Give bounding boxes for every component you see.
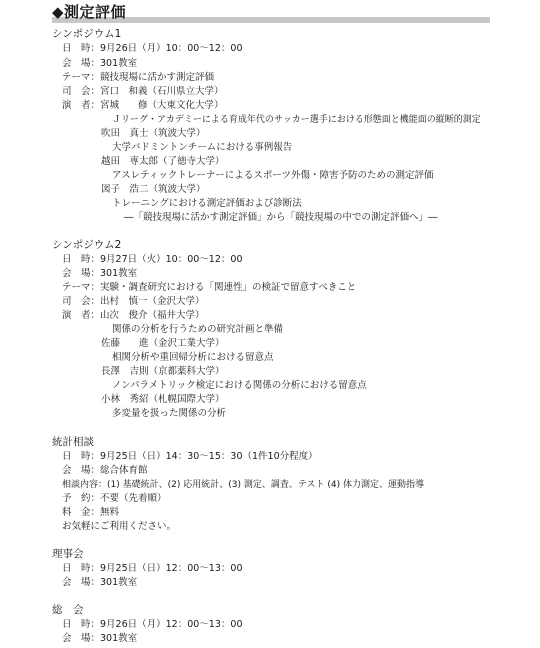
board-meeting-date: 日 時：9月25日（日）12：00〜13：00: [62, 563, 243, 574]
section-heading-symposium-1: シンポジウム1: [52, 28, 122, 40]
symposium-2-date: 日 時：9月27日（火）10：00〜12：00: [62, 254, 243, 265]
symposium-1-venue: 会 場：301教室: [62, 58, 138, 69]
page-title: ◆測定評価: [52, 3, 127, 21]
section-heading-symposium-2: シンポジウム2: [52, 239, 122, 251]
symposium-2-talk-title: ノンパラメトリック検定における関係の分析における留意点: [112, 380, 367, 391]
symposium-1-talk-title: 大学バドミントンチームにおける事例報告: [112, 142, 293, 153]
symposium-1-speaker: 越田 専太郎（了徳寺大学）: [101, 156, 225, 167]
symposium-1-talk-subtitle: ―「競技現場に活かす測定評価」から「競技現場の中での測定評価へ」―: [124, 212, 438, 223]
consultation-date: 日 時：9月25日（日）14：30〜15：30（1件10分程度）: [62, 451, 318, 462]
symposium-1-talk-title: トレーニングにおける測定評価および診断法: [112, 198, 302, 209]
board-meeting-venue: 会 場：301教室: [62, 577, 138, 588]
symposium-2-speaker: 佐藤 進（金沢工業大学）: [101, 338, 225, 349]
symposium-2-venue: 会 場：301教室: [62, 268, 138, 279]
symposium-1-chair: 司 会：宮口 和義（石川県立大学）: [62, 86, 224, 97]
symposium-2-theme: テーマ：実験・調査研究における「関連性」の検証で留意すべきこと: [62, 282, 357, 293]
symposium-2-speaker: 長澤 吉則（京都薬科大学）: [101, 366, 225, 377]
symposium-2-speaker: 小林 秀紹（札幌国際大学）: [101, 394, 225, 405]
symposium-1-talk-title: Ｊリーグ・アカデミーによる育成年代のサッカー選手における形態面と機能面の縦断的測定: [112, 115, 481, 125]
symposium-2-talk-title: 相関分析や重回帰分析における留意点: [112, 352, 274, 363]
symposium-2-speaker: 演 者：山次 俊介（福井大学）: [62, 310, 205, 321]
symposium-2-talk-title: 関係の分析を行うための研究計画と準備: [112, 324, 284, 335]
section-heading-board-meeting: 理事会: [52, 548, 84, 560]
consultation-note: お気軽にご利用ください。: [62, 521, 177, 532]
consultation-fee: 料 金：無料: [62, 507, 120, 518]
symposium-1-theme: テーマ：競技現場に活かす測定評価: [62, 72, 215, 83]
symposium-1-speaker: 図子 浩二（筑波大学）: [101, 184, 206, 195]
symposium-1-talk-title: アスレティックトレーナーによるスポーツ外傷・障害予防のための測定評価: [112, 170, 434, 181]
general-assembly-venue: 会 場：301教室: [62, 633, 138, 644]
section-heading-general-assembly: 総 会: [52, 604, 84, 616]
general-assembly-date: 日 時：9月26日（月）12：00〜13：00: [62, 619, 243, 630]
symposium-2-talk-title: 多変量を扱った関係の分析: [112, 408, 227, 419]
consultation-venue: 会 場：総合体育館: [62, 465, 148, 476]
section-heading-statistics-consultation: 統計相談: [52, 436, 94, 448]
symposium-1-speaker: 演 者：宮城 修（大東文化大学）: [62, 100, 224, 111]
symposium-2-chair: 司 会：出村 慎一（金沢大学）: [62, 296, 205, 307]
section-title-bar: [52, 4, 490, 20]
consultation-reservation: 予 約：不要（先着順）: [62, 493, 167, 504]
symposium-1-speaker: 吹田 真士（筑波大学）: [101, 128, 206, 139]
symposium-1-date: 日 時：9月26日（月）10：00〜12：00: [62, 43, 243, 54]
consultation-topics: 相談内容：(1) 基礎統計、(2) 応用統計、(3) 測定、調査、テスト (4) 体力測定、運動指導: [62, 480, 424, 490]
